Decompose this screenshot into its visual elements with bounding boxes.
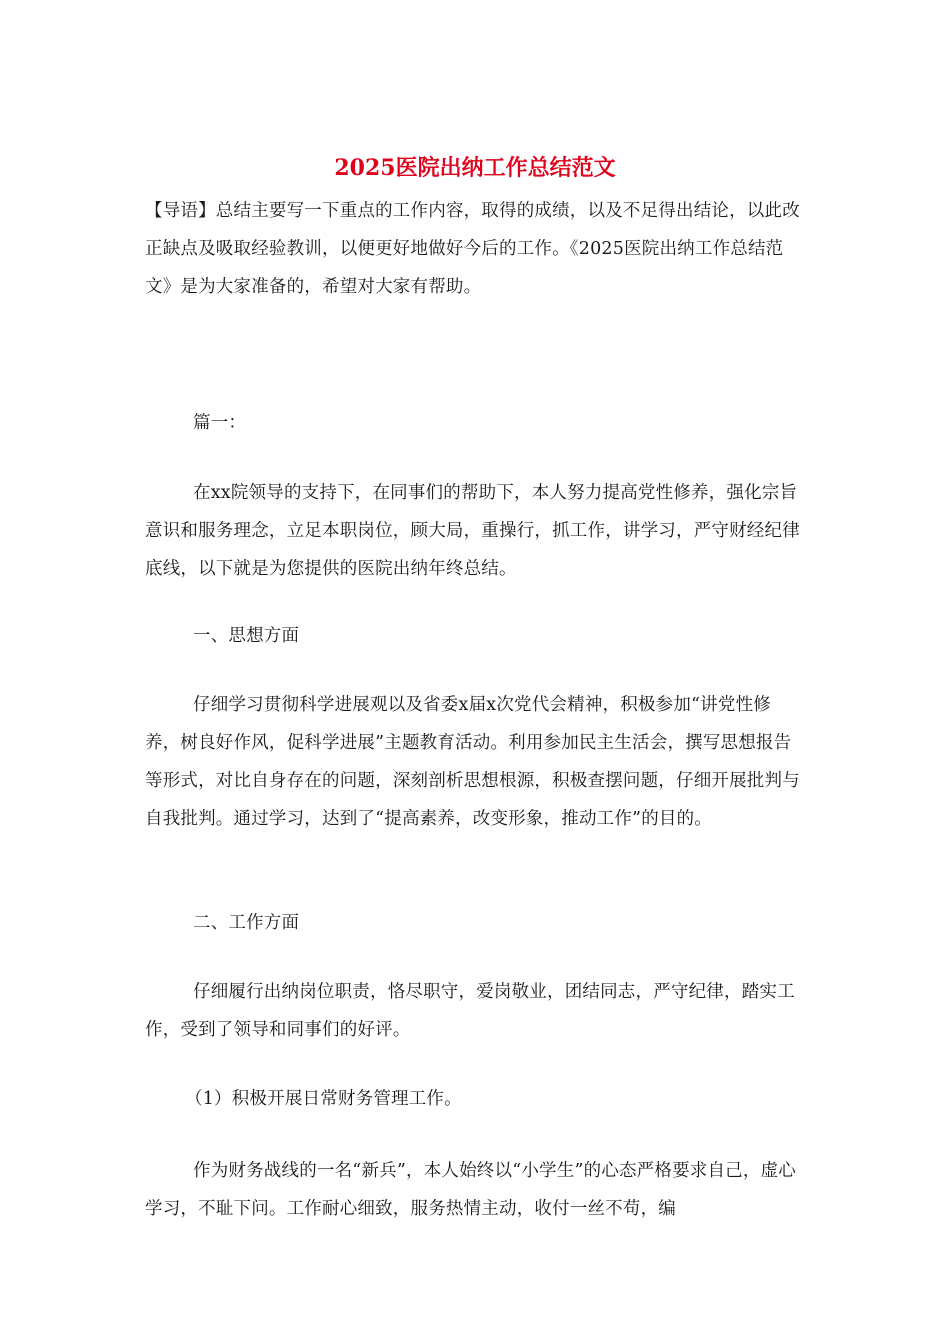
body-paragraph-2: 仔细学习贯彻科学进展观以及省委x届x次党代会精神，积极参加“讲党性修养，树良好作风，促科学进展”主题教育活动。利用参加民主生活会，撰写思想报告等形式，对比自身存在的问题，深刻剖析思想根源，积极查摆问题，仔细开展批判与自我批判。通过学习，达到了“提高素养，改变形象，推动工作”的目的。: [145, 695, 800, 829]
subsection-heading-1: （1）积极开展日常财务管理工作。: [185, 1089, 462, 1109]
section-heading-1: 一、思想方面: [193, 626, 300, 646]
body-paragraph-1: 在xx院领导的支持下，在同事们的帮助下，本人努力提高党性修养，强化宗旨意识和服务理念，立足本职岗位，顾大局，重操行，抓工作，讲学习，严守财经纪律底线，以下就是为您提供的医院出纳年终总结。: [145, 483, 800, 579]
section-label: 篇一：: [193, 413, 247, 433]
intro-paragraph: 【导语】总结主要写一下重点的工作内容，取得的成绩，以及不足得出结论，以此改正缺点及吸取经验教训，以便更好地做好今后的工作。《2025医院出纳工作总结范文》是为大家准备的，希望对大家有帮助。: [145, 201, 800, 297]
document-title: 2025医院出纳工作总结范文: [334, 155, 616, 181]
body-paragraph-4: 作为财务战线的一名“新兵”，本人始终以“小学生”的心态严格要求自己，虚心学习，不耻下问。工作耐心细致，服务热情主动，收付一丝不苟，编: [145, 1161, 796, 1219]
body-paragraph-3: 仔细履行出纳岗位职责，恪尽职守，爱岗敬业，团结同志，严守纪律，踏实工作，受到了领导和同事们的好评。: [145, 982, 795, 1040]
section-heading-2: 二、工作方面: [193, 913, 300, 933]
